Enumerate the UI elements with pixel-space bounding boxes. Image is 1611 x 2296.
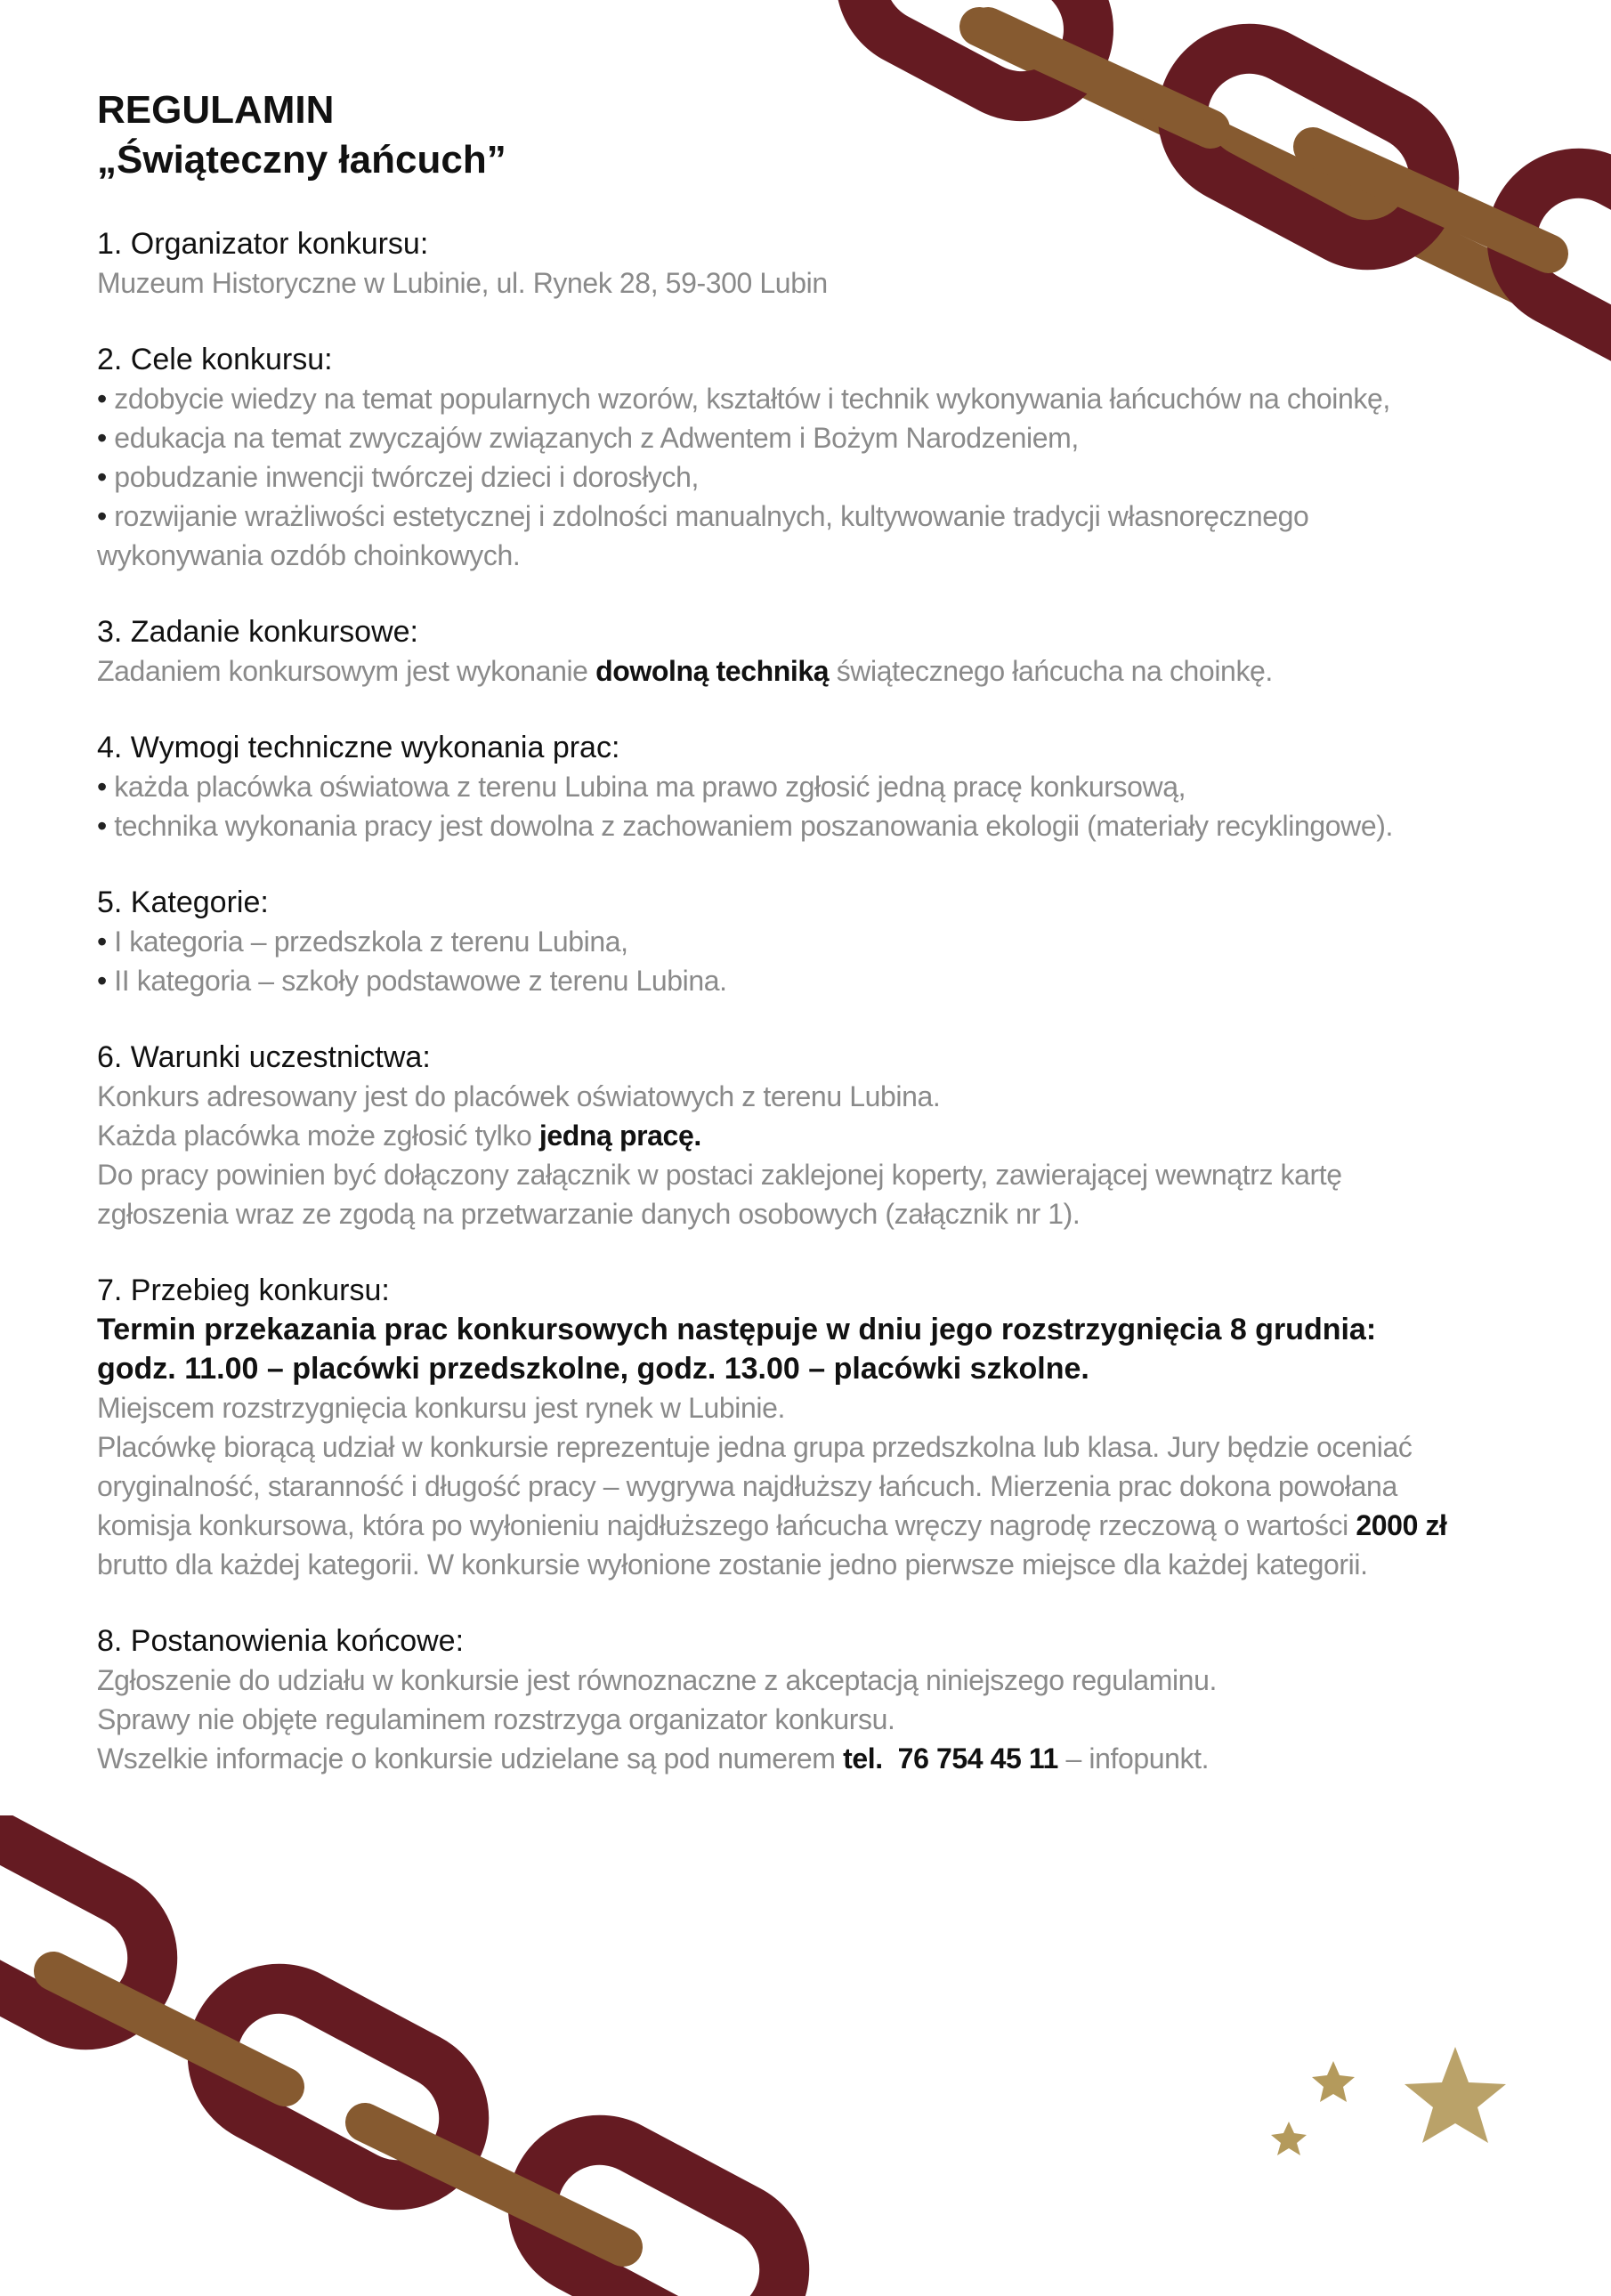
list-item: • technika wykonania pracy jest dowolna z zachowaniem poszanowania ekologii (materiały recyklingowe). [97, 806, 1521, 845]
text-pre: Wszelkie informacje o konkursie udzielane są pod numerem [97, 1742, 836, 1775]
list-item: • zdobycie wiedzy na temat popularnych wzorów, kształtów i technik wykonywania łańcuchów na choinkę, [97, 379, 1521, 418]
section-text [97, 651, 1521, 691]
list-item: • każda placówka oświatowa z terenu Lubina ma prawo zgłosić jedną pracę konkursową, [97, 767, 1521, 806]
text-post: brutto dla każdej kategorii. W konkursie wyłonione zostanie jedno pierwsze miejsce dla każdej kategorii. [97, 1548, 1368, 1581]
title-line-1: REGULAMIN [97, 88, 335, 132]
section-requirements [97, 728, 1521, 845]
section-heading: 8. Postanowienia końcowe: [97, 1624, 465, 1658]
section-conditions [97, 1038, 1521, 1233]
section-categories [97, 883, 1521, 1000]
section-heading: 1. Organizator konkursu: [97, 227, 429, 261]
section-text: Zgłoszenie do udziału w konkursie jest równoznaczne z akceptacją niniejszego regulaminu. [97, 1664, 1217, 1696]
section-text: Muzeum Historyczne w Lubinie, ul. Rynek 28, 59-300 Lubin [97, 267, 828, 299]
section-heading: 6. Warunki uczestnictwa: [97, 1040, 431, 1074]
section-text [97, 1116, 1521, 1155]
deadline-line: Termin przekazania prac konkursowych następuje w dniu jego rozstrzygnięcia 8 grudnia: [97, 1313, 1377, 1346]
document-title [97, 85, 1521, 185]
section-heading: 3. Zadanie konkursowe: [97, 615, 418, 649]
phone-number: tel. 76 754 45 11 [843, 1742, 1058, 1775]
section-final [97, 1621, 1521, 1778]
section-heading: 2. Cele konkursu: [97, 343, 333, 376]
list-item: • rozwijanie wrażliwości estetycznej i zdolności manualnych, kultywowanie tradycji własnoręcznego wykonywania ozdób choinkowych. [97, 497, 1388, 575]
list-item: • pobudzanie inwencji twórczej dzieci i dorosłych, [97, 457, 1521, 497]
section-procedure [97, 1271, 1521, 1584]
section-goals [97, 340, 1521, 575]
section-text: Konkurs adresowany jest do placówek oświatowych z terenu Lubina. [97, 1080, 941, 1112]
section-text [97, 1427, 1486, 1584]
section-text: Do pracy powinien być dołączony załącznik w postaci zaklejonej koperty, zawierającej wewnątrz kartę zgłoszenia wraz ze zgodą na przetwarzanie danych osobowych (załącznik nr 1). [97, 1159, 1342, 1230]
text-pre: Każda placówka może zgłosić tylko [97, 1120, 532, 1152]
section-heading: 4. Wymogi techniczne wykonania prac: [97, 731, 620, 764]
bottom-chain-icon [0, 1815, 837, 2296]
text-pre: Zadaniem konkursowym jest wykonanie [97, 655, 588, 687]
list-item: • II kategoria – szkoły podstawowe z terenu Lubina. [97, 961, 1521, 1000]
section-text [97, 1739, 1521, 1778]
text-bold: jedną pracę. [538, 1120, 701, 1152]
list-item: • edukacja na temat zwyczajów związanych z Adwentem i Bożym Narodzeniem, [97, 418, 1521, 457]
section-text: Sprawy nie objęte regulaminem rozstrzyga organizator konkursu. [97, 1703, 895, 1735]
section-heading: 7. Przebieg konkursu: [97, 1273, 390, 1307]
text-post: – infopunkt. [1065, 1742, 1210, 1775]
section-heading: 5. Kategorie: [97, 885, 269, 919]
section-task [97, 612, 1521, 691]
section-text: Miejscem rozstrzygnięcia konkursu jest rynek w Lubinie. [97, 1392, 785, 1424]
stars-icon [1255, 2038, 1522, 2198]
section-organizer [97, 224, 1521, 303]
title-line-2: „Świąteczny łańcuch” [97, 138, 506, 182]
text-post: świątecznego łańcucha na choinkę. [836, 655, 1273, 687]
text-pre: Placówkę biorącą udział w konkursie reprezentuje jedna grupa przedszkolna lub klasa. Jury będzie oceniać oryginalność, staranność i długość pracy – wygrywa najdłuższy łańcuch. Mierzenia prac dokona powołana komisja konkursowa, która po wyłonieniu najdłuższego łańcucha wręczy nagrodę rzeczową o wartości [97, 1431, 1413, 1541]
text-bold: dowolną techniką [595, 655, 830, 687]
list-item: • I kategoria – przedszkola z terenu Lubina, [97, 922, 1521, 961]
hours-line: godz. 11.00 – placówki przedszkolne, godz. 13.00 – placówki szkolne. [97, 1352, 1089, 1386]
prize-amount: 2000 zł [1356, 1509, 1447, 1541]
